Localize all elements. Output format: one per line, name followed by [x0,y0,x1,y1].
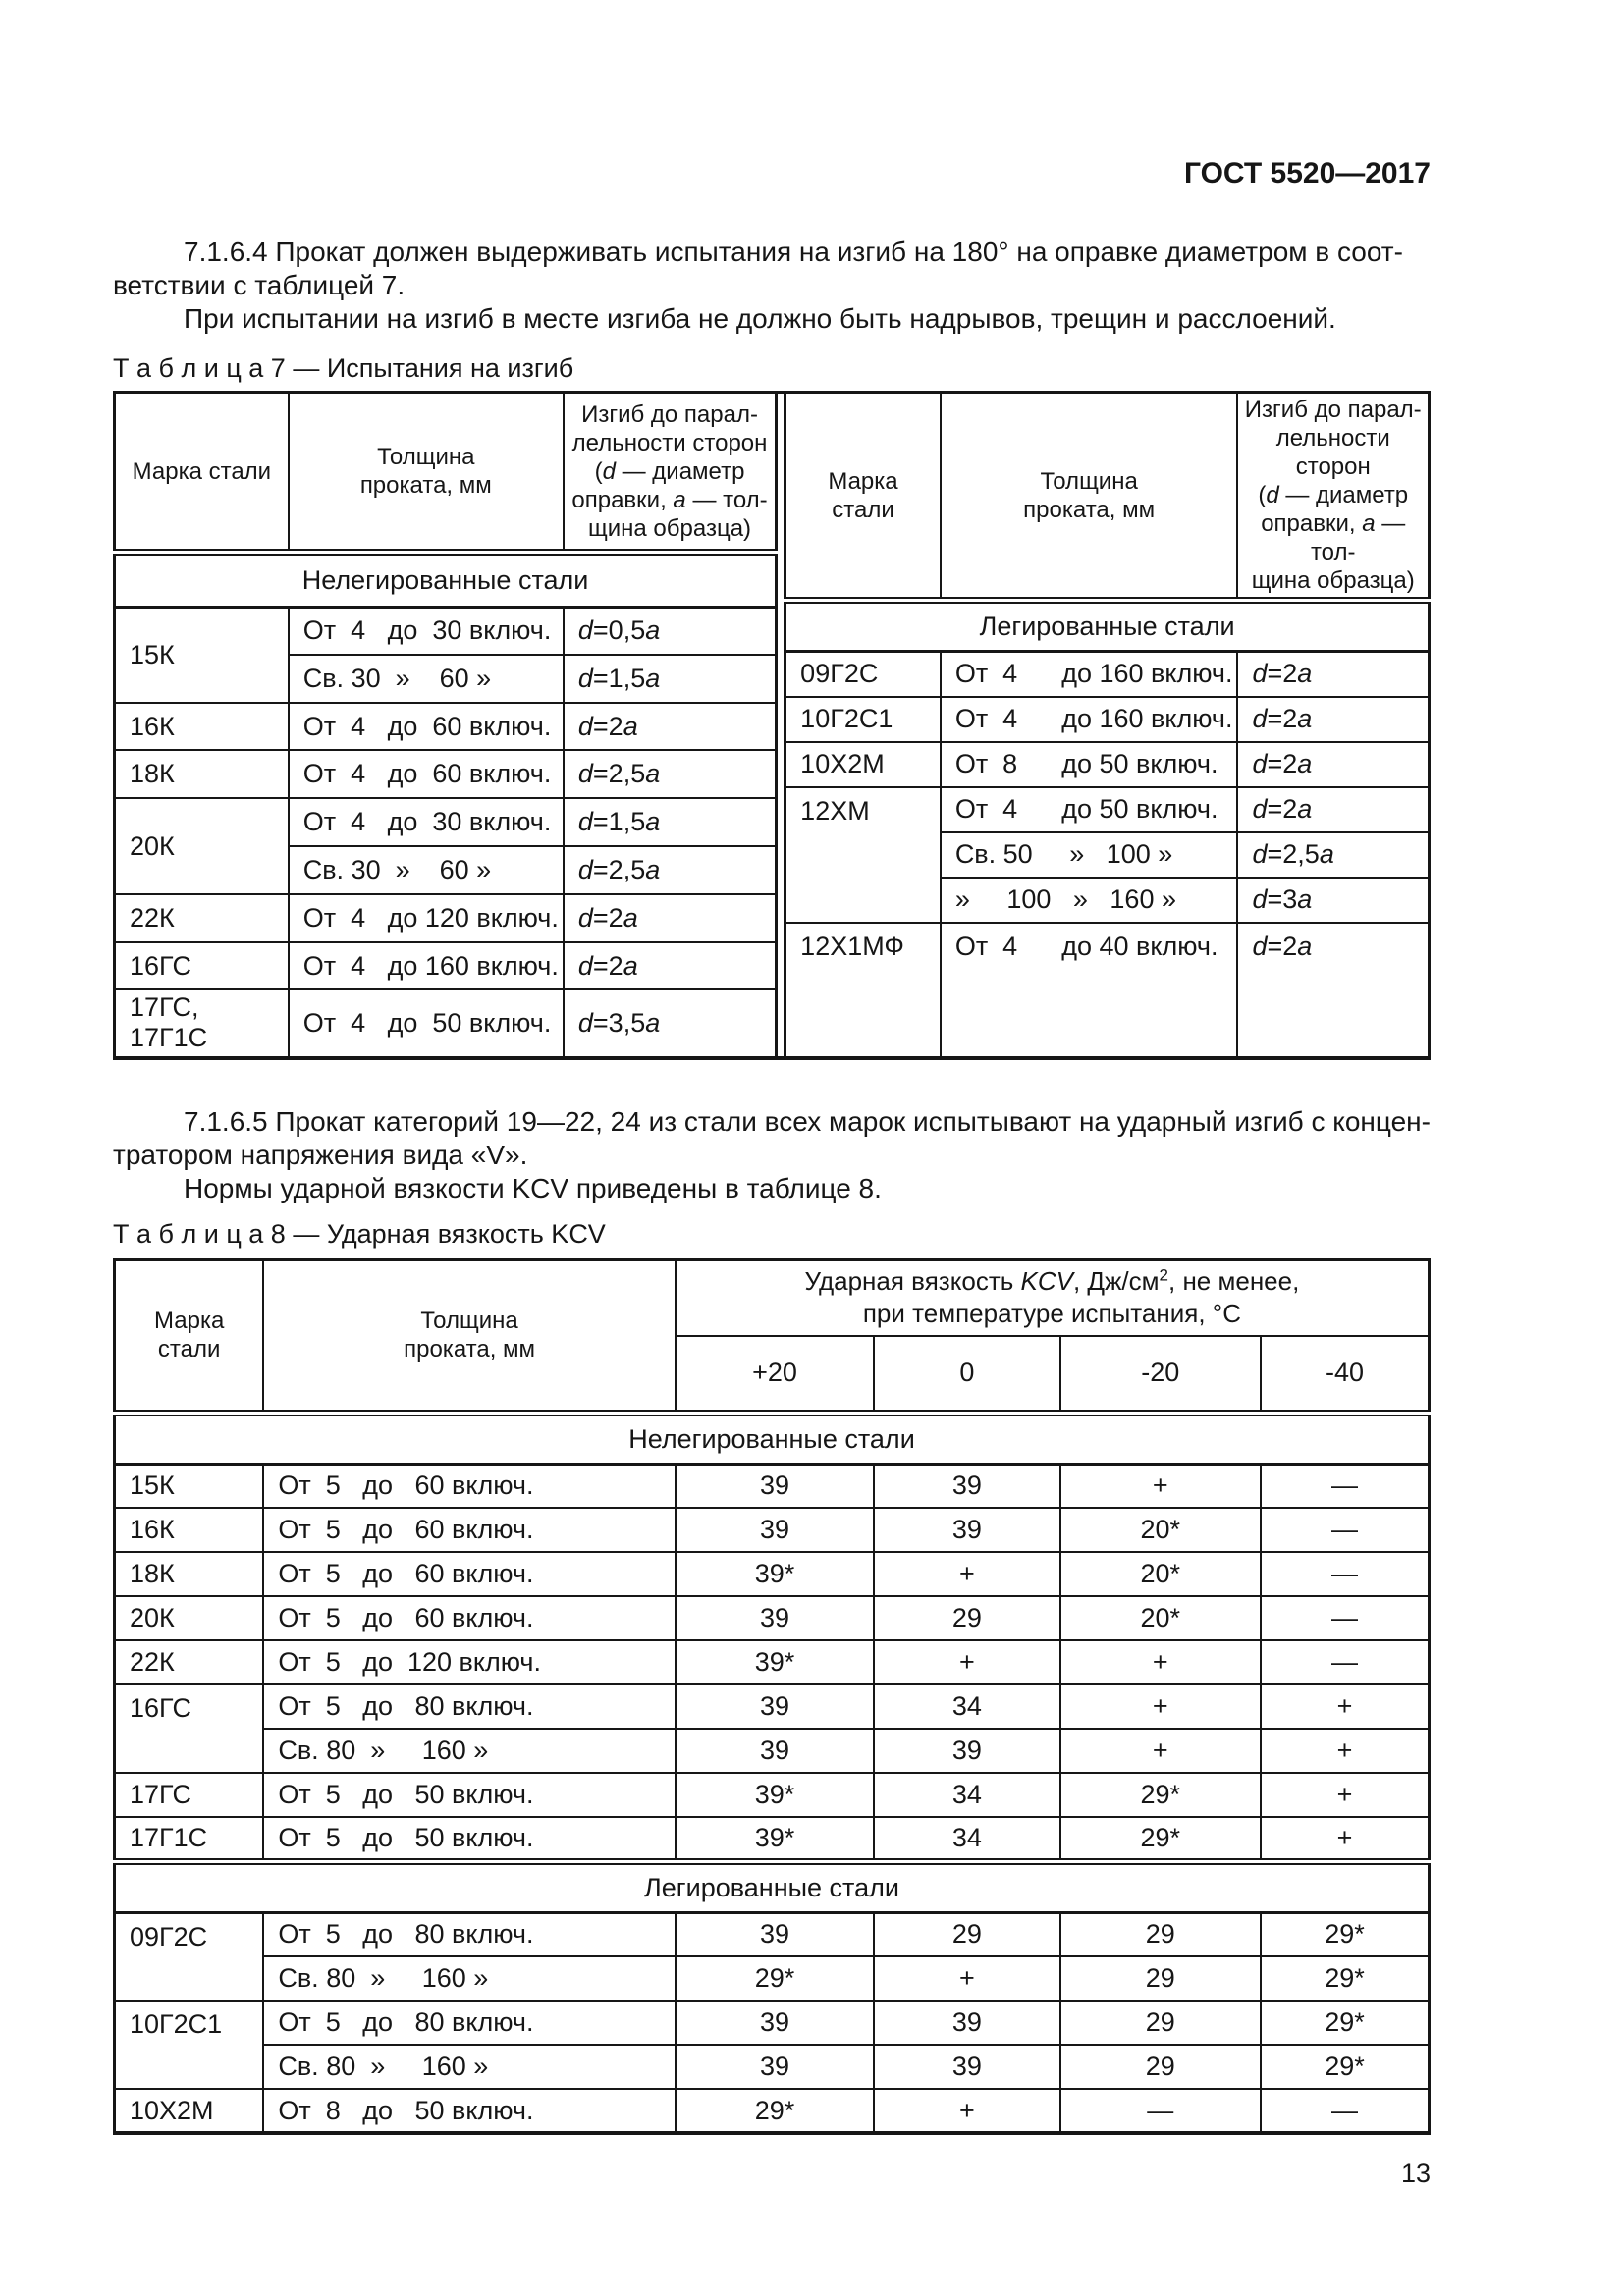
table-row [115,1464,1430,1508]
mark-cell: 10Г2С1 [115,2001,264,2089]
paragraph-line: 7.1.6.5 Прокат категорий 19—22, 24 из стали всех марок испытывают на ударный изгиб с концен- [184,1105,1431,1137]
section-label: Легированные стали [785,601,1430,652]
page-content [113,0,1431,2189]
section-label: Нелегированные стали [115,553,777,607]
table-row [115,1684,1430,1729]
value-cell: + [874,2089,1059,2133]
table7-caption: Т а б л и ц а 7 — Испытания на изгиб [113,353,574,383]
value-cell: 39 [874,2001,1059,2045]
thickness-cell: От 8 до 50 включ. [941,742,1238,787]
mark-cell: 20К [115,798,289,894]
value-cell: + [1060,1684,1261,1729]
header-line: Толщина [1040,467,1138,495]
value-cell: 39 [874,1464,1059,1508]
table-header-row [785,393,1430,601]
value-cell: 20* [1060,1596,1261,1640]
header-line: лельности сторон [571,429,768,456]
header-line: ( [1258,482,1267,508]
value-cell: + [874,1640,1059,1684]
paragraph-line: тратором напряжения вида «V». [113,1139,528,1170]
table-row [785,742,1430,787]
table-row [785,697,1430,742]
thickness-cell: От 4 до 120 включ. [289,894,564,942]
value-cell: 29* [1060,1773,1261,1817]
thickness-cell: От 4 до 160 включ. [941,697,1238,742]
value-cell: — [1261,1508,1430,1552]
bend-cell: d=2a [1237,652,1429,697]
table-row [115,1552,1430,1596]
header-line: проката, мм [404,1336,536,1362]
thickness-cell: От 8 до 50 включ. [263,2089,675,2133]
table-row [115,942,777,990]
bend-cell: d=3a [1237,878,1429,923]
table-row [115,1956,1430,2001]
mark-header-cell: Марка стали [115,393,289,553]
page-number: 13 [1400,2159,1431,2188]
thickness-cell: От 5 до 50 включ. [263,1773,675,1817]
value-cell: 29* [1261,2001,1430,2045]
thickness-cell: От 5 до 60 включ. [263,1464,675,1508]
header-line: стали [832,496,894,523]
value-cell: + [874,1552,1059,1596]
value-cell: 39 [874,2045,1059,2089]
table-row [115,703,777,751]
thickness-cell: Св. 80 » 160 » [263,1956,675,2001]
header-line: стали [157,1336,221,1362]
bend-cell: d=2,5a [564,750,777,798]
table-row [115,1773,1430,1817]
mark-cell: 10Г2С1 [785,697,941,742]
mark-cell: 16ГС [115,1684,264,1773]
value-cell: + [1261,1817,1430,1861]
mark-cell: 22К [115,1640,264,1684]
value-cell: 39 [676,2045,874,2089]
paragraph-7-1-6-5 [113,1105,1431,1172]
value-cell: — [1261,1552,1430,1596]
value-cell: 39 [874,1729,1059,1773]
thickness-cell: Св. 80 » 160 » [263,1729,675,1773]
table7 [113,391,1431,1060]
thickness-cell: От 5 до 60 включ. [263,1552,675,1596]
value-cell: — [1261,2089,1430,2133]
thickness-cell: От 4 до 50 включ. [941,787,1238,832]
value-cell: 39 [676,1508,874,1552]
mark-cell: 16ГС [115,942,289,990]
bend-cell: d=2a [564,703,777,751]
value-cell: 39* [676,1640,874,1684]
header-line: лельности сторон [1275,425,1390,480]
table-row [115,1912,1430,1956]
superscript: 2 [1159,1265,1168,1285]
table-row [115,894,777,942]
mark-cell: 12ХМ [785,787,941,923]
table-row [115,1729,1430,1773]
thickness-cell: От 4 до 60 включ. [289,750,564,798]
thickness-cell: От 5 до 50 включ. [263,1817,675,1861]
header-line: ( [594,457,603,485]
value-cell: 39* [676,1552,874,1596]
doc-code: ГОСТ 5520—2017 [1183,157,1431,189]
header-line: Изгиб до парал- [581,400,758,428]
value-cell: 29* [676,1956,874,2001]
thickness-cell: » 100 » 160 » [941,878,1238,923]
paragraph-line: 7.1.6.4 Прокат должен выдерживать испытания на изгиб на 180° на оправке диаметром в соот- [184,237,1403,267]
paragraph-7-1-6-4 [113,236,1431,302]
thickness-cell: Св. 30 » 60 » [289,846,564,894]
value-cell: 29 [1060,2045,1261,2089]
header-line: — тол- [1310,510,1406,565]
mark-cell: 22К [115,894,289,942]
paragraph-kcv-note: Нормы ударной вязкости KCV приведены в таблице 8. [184,1172,882,1203]
header-line: , не менее, [1168,1266,1300,1297]
table-row [115,2045,1430,2089]
value-cell: 29* [1060,1817,1261,1861]
header-line: , Дж/см [1072,1266,1160,1297]
value-cell: — [1060,2089,1261,2133]
section-row [115,1861,1430,1912]
kcv-symbol: KCV [1020,1266,1073,1297]
temp-header-cell: 0 [874,1336,1059,1413]
value-cell: 29* [676,2089,874,2133]
value-cell: 39 [676,1729,874,1773]
thickness-cell: От 4 до 160 включ. [941,652,1238,697]
header-line: Толщина [377,444,475,471]
table-header-row [115,393,777,553]
bend-header-cell [1237,393,1429,601]
value-cell: — [1261,1596,1430,1640]
value-cell: 39 [676,1464,874,1508]
mark-header-cell [115,1259,264,1413]
section-label: Легированные стали [115,1861,1430,1912]
header-line: — тол- [685,486,768,513]
thickness-header-cell [941,393,1238,601]
header-line: Толщина [420,1308,518,1334]
table-row [115,2089,1430,2133]
mark-cell: 16К [115,703,289,751]
header-line: Марка [154,1308,225,1334]
value-cell: 29 [1060,1912,1261,1956]
value-cell: 29 [874,1912,1059,1956]
thickness-cell: От 4 до 30 включ. [289,607,564,655]
value-cell: 29* [1261,2045,1430,2089]
mark-header-cell [785,393,941,601]
table-row [115,750,777,798]
value-cell: — [1261,1640,1430,1684]
table-row [115,1817,1430,1861]
thickness-header-cell [263,1259,675,1413]
value-cell: + [1060,1729,1261,1773]
mark-cell: 15К [115,607,289,703]
bend-cell: d=2a [564,942,777,990]
mark-cell: 18К [115,750,289,798]
mark-cell: 20К [115,1596,264,1640]
thickness-cell: От 4 до 50 включ. [289,989,564,1057]
table-row [785,923,1430,1058]
value-cell: 39 [676,1684,874,1729]
bend-cell: d=1,5a [564,655,777,703]
bend-cell: d=3,5a [564,989,777,1057]
mark-cell: 17Г1С [115,1817,264,1861]
thickness-cell: Св. 30 » 60 » [289,655,564,703]
section-row [115,553,777,607]
header-line: при температуре испытания, °С [862,1299,1241,1329]
value-cell: — [1261,1464,1430,1508]
header-line: проката, мм [1023,496,1156,523]
table-row [115,1508,1430,1552]
paragraph-bend-note: При испытании на изгиб в месте изгиба не должно быть надрывов, трещин и расслоений. [184,303,1336,334]
thickness-cell: От 4 до 40 включ. [941,923,1238,1058]
bend-header-cell [564,393,777,553]
thickness-cell: От 4 до 60 включ. [289,703,564,751]
bend-cell: d=2a [1237,697,1429,742]
value-cell: 39 [676,1596,874,1640]
temp-header-cell: -40 [1261,1336,1430,1413]
table-row [785,787,1430,832]
mark-cell: 10Х2М [785,742,941,787]
section-row [115,1413,1430,1464]
table-header-row [115,1259,1430,1336]
paragraph-line: ветствии с таблицей 7. [113,270,406,300]
thickness-cell: От 5 до 80 включ. [263,1684,675,1729]
value-cell: 20* [1060,1552,1261,1596]
table8 [113,1258,1431,2136]
value-cell: 39* [676,1817,874,1861]
mark-cell: 15К [115,1464,264,1508]
value-cell: 29* [1261,1912,1430,1956]
temp-header-cell: -20 [1060,1336,1261,1413]
mark-cell: 17ГС [115,1773,264,1817]
value-cell: 39 [676,1912,874,1956]
bend-cell: d=0,5a [564,607,777,655]
thickness-cell: От 5 до 120 включ. [263,1640,675,1684]
value-cell: 29 [874,1596,1059,1640]
thickness-cell: Св. 50 » 100 » [941,832,1238,878]
thickness-header-cell [289,393,564,553]
header-line: Изгиб до парал- [1244,397,1422,423]
bend-cell: d=2a [1237,923,1429,1058]
table-row [115,798,777,846]
kcv-header-cell [676,1259,1430,1336]
table-row [115,1596,1430,1640]
section-row [785,601,1430,652]
table7-right [784,391,1431,1060]
mark-cell: 17ГС, 17Г1С [115,989,289,1057]
header-line: проката, мм [359,472,492,500]
value-cell: 29 [1060,1956,1261,2001]
thickness-cell: От 4 до 30 включ. [289,798,564,846]
table8-caption: Т а б л и ц а 8 — Ударная вязкость KCV [113,1218,606,1249]
header-line: оправки, [571,486,674,513]
value-cell: 39 [676,2001,874,2045]
value-cell: + [874,1956,1059,2001]
bend-cell: d=2a [1237,787,1429,832]
table-row [115,1640,1430,1684]
header-line: Ударная вязкость [804,1266,1021,1297]
temp-header-cell: +20 [676,1336,874,1413]
value-cell: 34 [874,1817,1059,1861]
thickness-cell: От 5 до 80 включ. [263,1912,675,1956]
mark-cell: 09Г2С [115,1912,264,2001]
thickness-cell: От 4 до 160 включ. [289,942,564,990]
value-cell: 29 [1060,2001,1261,2045]
thickness-cell: Св. 80 » 160 » [263,2045,675,2089]
d-symbol: d [1266,482,1279,508]
header-line: щина образца) [1251,567,1415,594]
header-line: — диаметр [615,457,745,485]
header-line: — диаметр [1278,482,1409,508]
table-row [785,652,1430,697]
value-cell: + [1261,1773,1430,1817]
value-cell: 29* [1261,1956,1430,2001]
value-cell: 20* [1060,1508,1261,1552]
bend-cell: d=2a [1237,742,1429,787]
thickness-cell: От 5 до 60 включ. [263,1508,675,1552]
d-symbol: d [602,457,616,485]
bend-cell: d=2a [564,894,777,942]
value-cell: 39 [874,1508,1059,1552]
value-cell: 34 [874,1684,1059,1729]
header-line: Марка [828,467,898,495]
mark-cell: 10Х2М [115,2089,264,2133]
mark-cell: 09Г2С [785,652,941,697]
bend-cell: d=1,5a [564,798,777,846]
header-line: оправки, [1261,510,1363,537]
thickness-cell: От 5 до 60 включ. [263,1596,675,1640]
value-cell: + [1261,1729,1430,1773]
mark-cell: 18К [115,1552,264,1596]
bend-cell: d=2,5a [1237,832,1429,878]
header-line: щина образца) [588,514,752,542]
value-cell: 39* [676,1773,874,1817]
table-row [115,989,777,1057]
value-cell: + [1060,1464,1261,1508]
value-cell: 34 [874,1773,1059,1817]
mark-cell: 12Х1МФ [785,923,941,1058]
mark-cell: 16К [115,1508,264,1552]
bend-cell: d=2,5a [564,846,777,894]
table7-left [113,391,778,1060]
value-cell: + [1060,1640,1261,1684]
table-row [115,607,777,655]
value-cell: + [1261,1684,1430,1729]
thickness-cell: От 5 до 80 включ. [263,2001,675,2045]
section-label: Нелегированные стали [115,1413,1430,1464]
table-row [115,2001,1430,2045]
a-symbol: a [1362,510,1376,537]
a-symbol: a [673,486,686,513]
